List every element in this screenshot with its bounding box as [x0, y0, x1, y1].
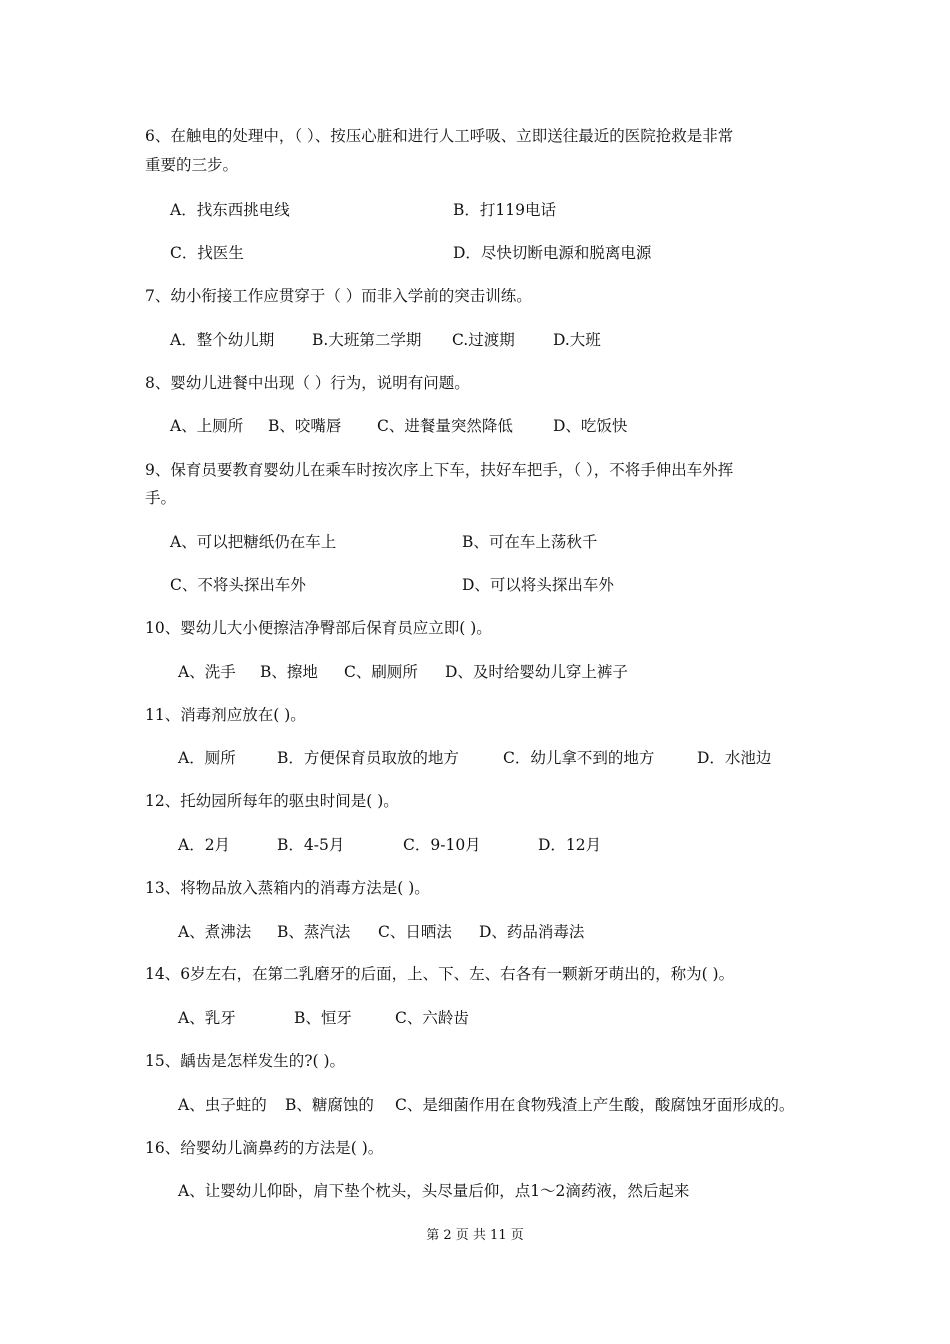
question-6-text-line-1: 6、在触电的处理中，（ ）、按压心脏和进行人工呼吸、立即送往最近的医院抢救是非常 — [145, 127, 734, 145]
question-7-option-b: B.大班第二学期 — [312, 331, 422, 349]
question-11-option-a: A．厕所 — [178, 749, 236, 767]
question-6-option-a: A．找东西挑电线 — [170, 201, 290, 219]
question-14-option-c: C、六龄齿 — [395, 1009, 469, 1027]
question-6-option-b: B．打119电话 — [453, 201, 556, 219]
question-12-option-d: D．12月 — [538, 836, 602, 854]
question-6-option-d: D．尽快切断电源和脱离电源 — [453, 244, 652, 262]
question-8-text: 8、婴幼儿进餐中出现（ ）行为，说明有问题。 — [145, 374, 470, 392]
page-number-footer: 第 2 页 共 11 页 — [426, 1228, 524, 1243]
question-7-option-c: C.过渡期 — [452, 331, 515, 349]
question-8-option-c: C、进餐量突然降低 — [377, 417, 513, 435]
question-12-text: 12、托幼园所每年的驱虫时间是( )。 — [145, 792, 399, 810]
question-11-option-d: D．水池边 — [697, 749, 772, 767]
question-10-option-a: A、洗手 — [178, 663, 236, 681]
question-9-option-a: A、可以把糖纸仍在车上 — [170, 533, 337, 551]
question-10-text: 10、婴幼儿大小便擦洁净臀部后保育员应立即( )。 — [145, 619, 492, 637]
question-12-option-a: A．2月 — [178, 836, 231, 854]
question-9-text-line-1: 9、保育员要教育婴幼儿在乘车时按次序上下车，扶好车把手，（ ），不将手伸出车外挥 — [145, 461, 734, 479]
question-7-option-a: A．整个幼儿期 — [170, 331, 275, 349]
question-8-option-b: B、咬嘴唇 — [268, 417, 342, 435]
question-7-text: 7、幼小衔接工作应贯穿于（ ）而非入学前的突击训练。 — [145, 287, 532, 305]
question-11-option-c: C．幼儿拿不到的地方 — [503, 749, 655, 767]
question-14-option-b: B、恒牙 — [294, 1009, 352, 1027]
question-8-option-a: A、上厕所 — [170, 417, 244, 435]
question-6-option-c: C．找医生 — [170, 244, 244, 262]
question-15-option-c: C、是细菌作用在食物残渣上产生酸，酸腐蚀牙面形成的。 — [395, 1096, 795, 1114]
question-8-option-d: D、吃饭快 — [553, 417, 628, 435]
question-9-option-c: C、不将头探出车外 — [170, 576, 306, 594]
question-10-option-d: D、及时给婴幼儿穿上裤子 — [445, 663, 628, 681]
question-13-option-c: C、日晒法 — [378, 923, 452, 941]
question-9-option-b: B、可在车上荡秋千 — [462, 533, 598, 551]
question-15-option-b: B、糖腐蚀的 — [285, 1096, 374, 1114]
question-14-text: 14、6岁左右，在第二乳磨牙的后面，上、下、左、右各有一颗新牙萌出的，称为( )。 — [145, 965, 735, 983]
question-13-option-a: A、煮沸法 — [178, 923, 252, 941]
question-13-option-d: D、药品消毒法 — [479, 923, 585, 941]
question-12-option-c: C．9-10月 — [403, 836, 481, 854]
question-15-text: 15、龋齿是怎样发生的?( )。 — [145, 1052, 346, 1070]
question-16-option-a: A、让婴幼儿仰卧，肩下垫个枕头，头尽量后仰，点1～2滴药液，然后起来 — [178, 1182, 690, 1200]
question-10-option-b: B、擦地 — [260, 663, 318, 681]
question-16-text: 16、给婴幼儿滴鼻药的方法是( )。 — [145, 1139, 384, 1157]
question-9-option-d: D、可以将头探出车外 — [462, 576, 614, 594]
question-9-text-line-2: 手。 — [145, 489, 177, 507]
question-7-option-d: D.大班 — [553, 331, 601, 349]
question-11-text: 11、消毒剂应放在( )。 — [145, 706, 306, 724]
question-14-option-a: A、乳牙 — [178, 1009, 236, 1027]
question-13-text: 13、将物品放入蒸箱内的消毒方法是( )。 — [145, 879, 430, 897]
question-6-text-line-2: 重要的三步。 — [145, 156, 239, 174]
question-15-option-a: A、虫子蛀的 — [178, 1096, 267, 1114]
question-12-option-b: B．4-5月 — [277, 836, 345, 854]
question-13-option-b: B、蒸汽法 — [277, 923, 351, 941]
question-10-option-c: C、刷厕所 — [344, 663, 418, 681]
question-11-option-b: B．方便保育员取放的地方 — [277, 749, 459, 767]
